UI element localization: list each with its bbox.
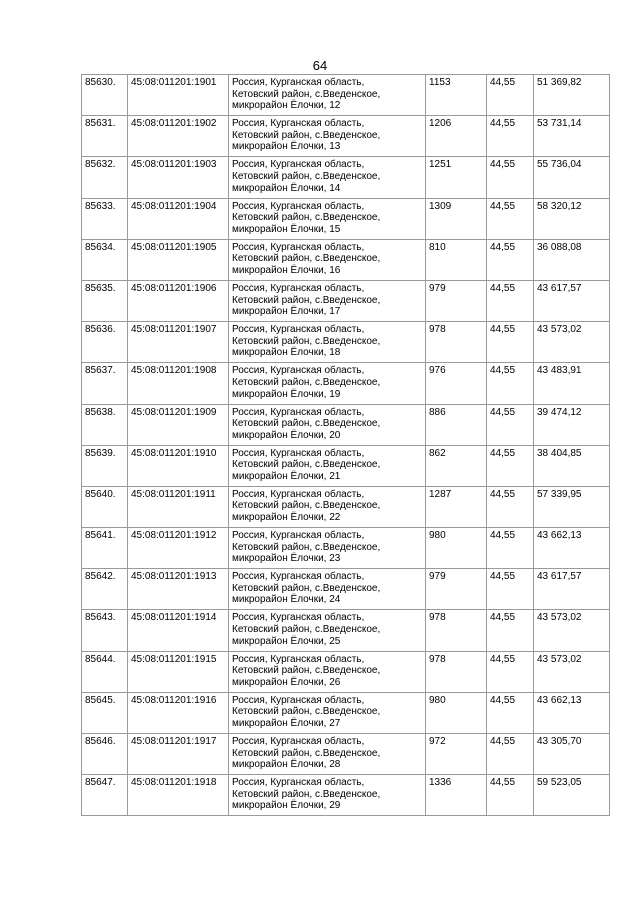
table-row — [82, 775, 610, 816]
cadastral-number-cell: 45:08:011201:1904 — [128, 198, 229, 239]
cadastral-value-cell: 43 573,02 — [534, 322, 610, 363]
address-line: Кетовский район, с.Введенское, — [232, 582, 381, 594]
cadastral-number-cell: 45:08:011201:1911 — [128, 486, 229, 527]
rate-cell: 44,55 — [487, 322, 534, 363]
cadastral-value-cell: 51 369,82 — [534, 75, 610, 116]
address-line: Россия, Курганская область, — [232, 612, 365, 624]
area-cell: 980 — [426, 692, 487, 733]
row-number-cell: 85641. — [82, 528, 128, 569]
address-cell — [229, 404, 426, 445]
address-line: Кетовский район, с.Введенское, — [232, 541, 381, 553]
area-cell: 1287 — [426, 486, 487, 527]
cadastral-number-cell: 45:08:011201:1917 — [128, 734, 229, 775]
address-line: Россия, Курганская область, — [232, 77, 365, 88]
row-number-cell: 85635. — [82, 280, 128, 321]
cadastral-value-cell: 43 573,02 — [534, 610, 610, 651]
rate-cell: 44,55 — [487, 363, 534, 404]
rate-cell: 44,55 — [487, 528, 534, 569]
table-body — [82, 75, 610, 816]
address-line: микрорайон Ёлочки, 28 — [232, 759, 341, 771]
rate-cell: 44,55 — [487, 157, 534, 198]
cadastral-number-cell: 45:08:011201:1916 — [128, 692, 229, 733]
cadastral-number-cell: 45:08:011201:1914 — [128, 610, 229, 651]
area-cell: 972 — [426, 734, 487, 775]
row-number-cell: 85634. — [82, 239, 128, 280]
table-row — [82, 322, 610, 363]
cadastral-number-cell: 45:08:011201:1906 — [128, 280, 229, 321]
table-row — [82, 404, 610, 445]
row-number-cell: 85647. — [82, 775, 128, 816]
area-cell: 978 — [426, 322, 487, 363]
cadastral-value-cell: 55 736,04 — [534, 157, 610, 198]
address-line: Россия, Курганская область, — [232, 530, 365, 542]
area-cell: 976 — [426, 363, 487, 404]
row-number-cell: 85633. — [82, 198, 128, 239]
rate-cell: 44,55 — [487, 486, 534, 527]
address-cell — [229, 651, 426, 692]
address-line: Россия, Курганская область, — [232, 736, 365, 747]
cadastral-value-cell: 43 573,02 — [534, 651, 610, 692]
address-line: Россия, Курганская область, — [232, 200, 365, 212]
address-line: Кетовский район, с.Введенское, — [232, 624, 381, 636]
cadastral-value-cell: 43 305,70 — [534, 734, 610, 775]
address-cell — [229, 75, 426, 116]
row-number-cell: 85631. — [82, 116, 128, 157]
cadastral-value-cell: 39 474,12 — [534, 404, 610, 445]
cadastral-value-cell: 58 320,12 — [534, 198, 610, 239]
cadastral-number-cell: 45:08:011201:1912 — [128, 528, 229, 569]
rate-cell: 44,55 — [487, 404, 534, 445]
cadastral-number-cell: 45:08:011201:1903 — [128, 157, 229, 198]
address-cell — [229, 239, 426, 280]
rate-cell: 44,55 — [487, 116, 534, 157]
table-row — [82, 116, 610, 157]
address-line: микрорайон Ёлочки, 13 — [232, 141, 341, 153]
address-line: Кетовский район, с.Введенское, — [232, 294, 381, 306]
table-row — [82, 445, 610, 486]
address-cell — [229, 157, 426, 198]
address-line: микрорайон Ёлочки, 27 — [232, 718, 341, 729]
address-line: Россия, Курганская область, — [232, 571, 365, 583]
rate-cell: 44,55 — [487, 569, 534, 610]
area-cell: 1206 — [426, 116, 487, 157]
address-line: Кетовский район, с.Введенское, — [232, 376, 381, 388]
cadastral-number-cell: 45:08:011201:1910 — [128, 445, 229, 486]
rate-cell: 44,55 — [487, 610, 534, 651]
address-line: Россия, Курганская область, — [232, 118, 365, 130]
address-cell — [229, 692, 426, 733]
row-number-cell: 85645. — [82, 692, 128, 733]
address-line: Россия, Курганская область, — [232, 653, 365, 665]
table-row — [82, 569, 610, 610]
address-cell — [229, 363, 426, 404]
address-line: Кетовский район, с.Введенское, — [232, 253, 381, 265]
address-line: микрорайон Ёлочки, 29 — [232, 800, 341, 812]
cadastral-number-cell: 45:08:011201:1909 — [128, 404, 229, 445]
address-line: микрорайон Ёлочки, 25 — [232, 635, 341, 647]
table-row — [82, 486, 610, 527]
table-row — [82, 610, 610, 651]
page-number: 64 — [312, 58, 328, 73]
address-cell — [229, 569, 426, 610]
address-line: микрорайон Ёлочки, 16 — [232, 264, 341, 276]
address-cell — [229, 116, 426, 157]
rate-cell: 44,55 — [487, 239, 534, 280]
address-line: Россия, Курганская область, — [232, 777, 365, 789]
row-number-cell: 85640. — [82, 486, 128, 527]
address-line: микрорайон Ёлочки, 24 — [232, 594, 341, 606]
address-cell — [229, 445, 426, 486]
address-line: Кетовский район, с.Введенское, — [232, 88, 381, 100]
cadastral-number-cell: 45:08:011201:1905 — [128, 239, 229, 280]
address-line: микрорайон Ёлочки, 26 — [232, 676, 341, 688]
cadastral-number-cell: 45:08:011201:1918 — [128, 775, 229, 816]
address-line: Кетовский район, с.Введенское, — [232, 170, 381, 182]
rate-cell: 44,55 — [487, 445, 534, 486]
address-line: микрорайон Ёлочки, 18 — [232, 347, 341, 359]
address-line: Россия, Курганская область, — [232, 365, 365, 377]
row-number-cell: 85638. — [82, 404, 128, 445]
cadastral-number-cell: 45:08:011201:1901 — [128, 75, 229, 116]
address-line: микрорайон Ёлочки, 17 — [232, 306, 341, 318]
area-cell: 978 — [426, 651, 487, 692]
table-row — [82, 528, 610, 569]
rate-cell: 44,55 — [487, 692, 534, 733]
address-line: Россия, Курганская область, — [232, 488, 365, 500]
rate-cell: 44,55 — [487, 280, 534, 321]
rate-cell: 44,55 — [487, 198, 534, 239]
address-line: Кетовский район, с.Введенское, — [232, 500, 381, 512]
cadastral-value-cell: 43 662,13 — [534, 528, 610, 569]
row-number-cell: 85644. — [82, 651, 128, 692]
address-line: Кетовский район, с.Введенское, — [232, 665, 381, 677]
area-cell: 862 — [426, 445, 487, 486]
area-cell: 1336 — [426, 775, 487, 816]
address-line: микрорайон Ёлочки, 22 — [232, 512, 341, 524]
address-cell — [229, 280, 426, 321]
cadastral-value-cell: 53 731,14 — [534, 116, 610, 157]
address-line: Россия, Курганская область, — [232, 324, 365, 336]
address-line: микрорайон Ёлочки, 19 — [232, 388, 341, 400]
address-line: Кетовский район, с.Введенское, — [232, 129, 381, 141]
rate-cell: 44,55 — [487, 734, 534, 775]
address-line: Россия, Курганская область, — [232, 406, 365, 418]
rate-cell: 44,55 — [487, 775, 534, 816]
table-row — [82, 363, 610, 404]
cadastral-number-cell: 45:08:011201:1913 — [128, 569, 229, 610]
address-cell — [229, 322, 426, 363]
cadastral-number-cell: 45:08:011201:1907 — [128, 322, 229, 363]
address-line: Кетовский район, с.Введенское, — [232, 418, 381, 430]
address-cell — [229, 775, 426, 816]
table-row — [82, 239, 610, 280]
land-registry-table — [81, 74, 610, 816]
cadastral-value-cell: 38 404,85 — [534, 445, 610, 486]
area-cell: 978 — [426, 610, 487, 651]
row-number-cell: 85646. — [82, 734, 128, 775]
area-cell: 980 — [426, 528, 487, 569]
cadastral-value-cell: 43 617,57 — [534, 569, 610, 610]
area-cell: 1309 — [426, 198, 487, 239]
address-line: Кетовский район, с.Введенское, — [232, 459, 381, 471]
table-row — [82, 157, 610, 198]
row-number-cell: 85642. — [82, 569, 128, 610]
row-number-cell: 85636. — [82, 322, 128, 363]
area-cell: 979 — [426, 569, 487, 610]
area-cell: 810 — [426, 239, 487, 280]
row-number-cell: 85632. — [82, 157, 128, 198]
rate-cell: 44,55 — [487, 75, 534, 116]
cadastral-value-cell: 43 483,91 — [534, 363, 610, 404]
area-cell: 886 — [426, 404, 487, 445]
address-line: микрорайон Ёлочки, 20 — [232, 429, 341, 441]
address-line: микрорайон Ёлочки, 23 — [232, 553, 341, 565]
cadastral-value-cell: 36 088,08 — [534, 239, 610, 280]
address-line: Кетовский район, с.Введенское, — [232, 747, 381, 759]
address-cell — [229, 486, 426, 527]
table-row — [82, 280, 610, 321]
address-line: Кетовский район, с.Введенское, — [232, 706, 381, 718]
row-number-cell: 85643. — [82, 610, 128, 651]
address-line: Россия, Курганская область, — [232, 159, 365, 171]
table-row — [82, 75, 610, 116]
address-line: Россия, Курганская область, — [232, 694, 365, 706]
address-line: Россия, Курганская область, — [232, 241, 365, 253]
table-row — [82, 651, 610, 692]
area-cell: 1153 — [426, 75, 487, 116]
cadastral-number-cell: 45:08:011201:1915 — [128, 651, 229, 692]
address-line: Кетовский район, с.Введенское, — [232, 212, 381, 224]
row-number-cell: 85639. — [82, 445, 128, 486]
rate-cell: 44,55 — [487, 651, 534, 692]
address-line: микрорайон Ёлочки, 12 — [232, 100, 341, 112]
address-line: Россия, Курганская область, — [232, 282, 365, 294]
area-cell: 1251 — [426, 157, 487, 198]
table-row — [82, 692, 610, 733]
row-number-cell: 85637. — [82, 363, 128, 404]
address-line: Кетовский район, с.Введенское, — [232, 335, 381, 347]
address-line: Россия, Курганская область, — [232, 447, 365, 459]
address-cell — [229, 198, 426, 239]
area-cell: 979 — [426, 280, 487, 321]
address-cell — [229, 610, 426, 651]
address-line: микрорайон Ёлочки, 15 — [232, 223, 341, 235]
address-cell — [229, 528, 426, 569]
row-number-cell: 85630. — [82, 75, 128, 116]
address-line: микрорайон Ёлочки, 21 — [232, 470, 341, 482]
cadastral-value-cell: 43 617,57 — [534, 280, 610, 321]
table-row — [82, 198, 610, 239]
address-line: Кетовский район, с.Введенское, — [232, 788, 381, 800]
address-cell — [229, 734, 426, 775]
address-line: микрорайон Ёлочки, 14 — [232, 182, 341, 194]
cadastral-number-cell: 45:08:011201:1902 — [128, 116, 229, 157]
cadastral-value-cell: 59 523,05 — [534, 775, 610, 816]
table-row — [82, 734, 610, 775]
cadastral-value-cell: 43 662,13 — [534, 692, 610, 733]
cadastral-number-cell: 45:08:011201:1908 — [128, 363, 229, 404]
cadastral-value-cell: 57 339,95 — [534, 486, 610, 527]
